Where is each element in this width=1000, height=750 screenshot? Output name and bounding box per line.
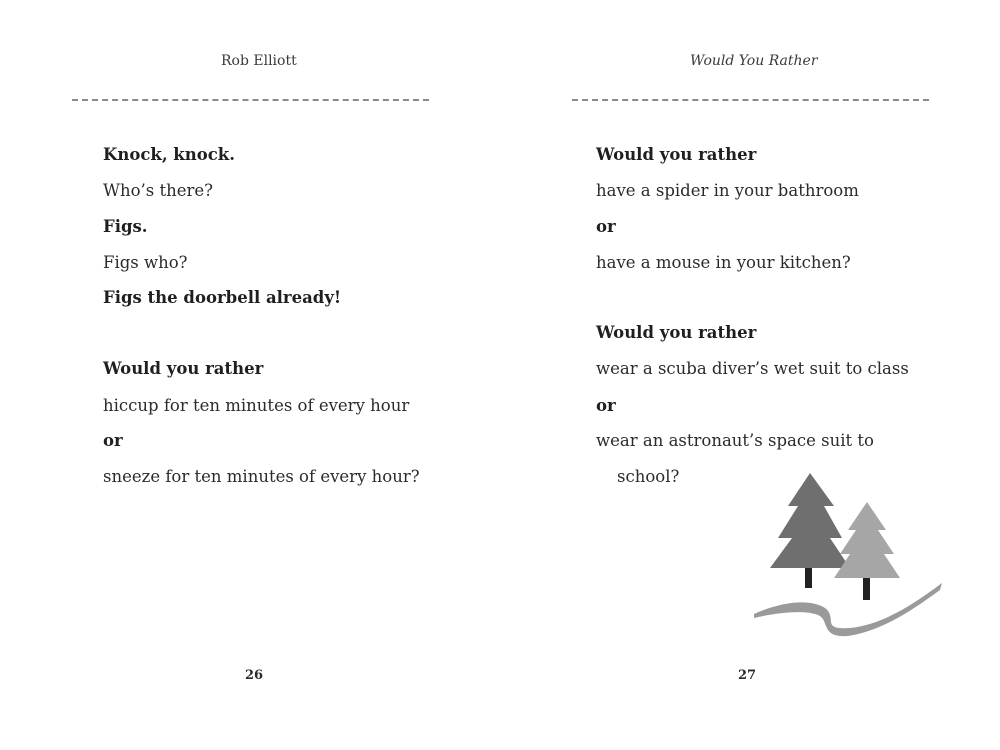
question-option-continued: school? [617,467,680,486]
pine-trees-illustration [750,468,945,638]
joke-line: Who’s there? [103,181,213,200]
page-number: 27 [738,668,757,683]
question-heading: Would you rather [103,359,264,378]
question-heading: Would you rather [596,145,757,164]
question-option: have a mouse in your kitchen? [596,253,851,272]
question-option: wear an astronaut’s space suit to [596,431,874,450]
joke-line: Figs who? [103,253,188,272]
running-head-title: Would You Rather [690,53,818,69]
page-number: 26 [245,668,264,683]
joke-line: Knock, knock. [103,145,235,164]
running-head-author: Rob Elliott [221,53,297,69]
short-tree-icon [834,502,900,600]
question-option: hiccup for ten minutes of every hour [103,396,410,415]
question-option: have a spider in your bathroom [596,181,859,200]
question-or: or [103,431,123,450]
dashed-rule [72,99,429,101]
joke-line: Figs. [103,217,148,236]
question-option: sneeze for ten minutes of every hour? [103,467,420,486]
question-heading: Would you rather [596,323,757,342]
path-shape [754,583,942,636]
tall-tree-icon [770,473,850,588]
dashed-rule [572,99,929,101]
question-option: wear a scuba diver’s wet suit to class [596,359,909,378]
joke-line: Figs the doorbell already! [103,288,342,307]
question-or: or [596,217,616,236]
question-or: or [596,396,616,415]
